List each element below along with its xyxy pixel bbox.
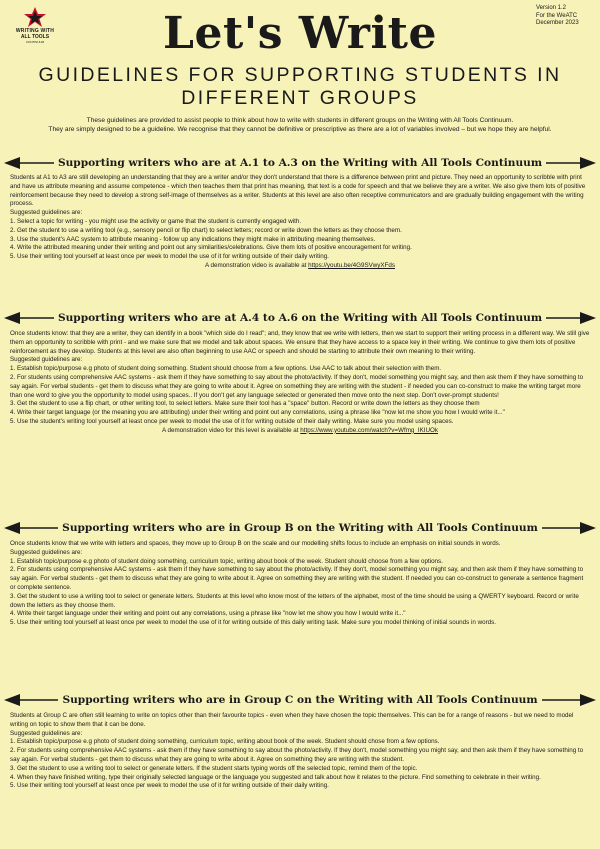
page-subtitle: GUIDELINES FOR SUPPORTING STUDENTS IN DIFFERENT GROUPS xyxy=(38,64,562,109)
list-item: 1. Establish topic/purpose e.g photo of student doing something. Student should choose from a few options. Use AAC to talk about their selection with them. xyxy=(10,365,442,373)
guidelines-list xyxy=(10,558,590,628)
demo-text: A demonstration video is available at xyxy=(204,261,309,269)
section-heading-3: Supporting writers who are in Group B on the Writing with All Tools Continuum xyxy=(0,521,600,535)
guidelines-label: Suggested guidelines are: xyxy=(10,729,83,737)
list-item: 5. Use their writing tool yourself at least once per week to model the use of it for writing outside of their daily writing. xyxy=(10,253,329,261)
section-heading-bar-3 xyxy=(0,518,600,538)
list-item: 3. Get the student to use a writing tool to select or generate letters. Students at this level who know most of the letters of the alphabet, most of the time should be using a QWERTY keyboard. Record or write down the letters as they choose them. xyxy=(10,592,579,609)
section-body-1 xyxy=(10,174,590,271)
section-paragraph: Once students know that we write with letters and spaces, they move up to Group B on the scale and our modelling shifts focus to include an emphasis on initial sounds in words. xyxy=(10,540,501,547)
page-title: Let's Write xyxy=(163,8,437,59)
section-paragraph: Once students know: that they are a writer, they can identify in a book "which side do I read"; and, they know that we write with letters, then we start to support their writing process in a different way. We still give them an opportunity to scribble with print - and we make sure that we model and talk about spaces. We ensure that they have access to a space key in their writing. We continue to give them lots of positive reinforcement as they develop. Students at this level are also often beginning to use AAC or speech and should be starting to attribute their own meaning to their writing. xyxy=(10,330,590,355)
section-body-2 xyxy=(10,330,590,436)
section-paragraph: Students at Group C are often still learning to write on topics other than their favourite topics - even when they have chosen the topic themselves. This can be for a range of reasons - but we need to model writing on topic to show them that it can be done. xyxy=(10,712,574,728)
list-item: 2. Get the student to use a writing tool (e.g., sensory pencil or flip chart) to select letters; record or write down the letters as they choose them. xyxy=(10,226,402,234)
list-item: 2. For students using comprehensive AAC systems - ask them if they have something to say about the photo/activity. If they don't, model something you might say, and then ask them if they have something to say again. For verbal students - get them to discuss what they are going to write about it. Agree on something they are writing with the student - if needed you can co-construct to make the writing target more than one word to give you the opportunity to model using spaces.. If you don't get any language selected or generated then move onto the next step. Don't over-prompt students! xyxy=(10,373,584,399)
list-item: 2. For students using comprehensive AAC systems - ask them if they have something to say about the photo/activity. If they don't, model something you might say, and then ask them if they have something to say again. For verbal students - get them to discuss what they are going to write about it. Agree on something they are writing with the student. If needed you can co-construct to generate a sentence fragment or complete sentence. xyxy=(10,566,584,591)
logo-text-line2: ALL TOOLS xyxy=(20,34,50,40)
list-item: 3. Get the student to use a flip chart, or other writing tool, to select letters. Make sure their tool has a "space" button. Record or write down the letters as they choose them xyxy=(10,400,480,408)
version-line2: For the WeATC xyxy=(536,12,578,19)
logo-text-line1: WRITING WITH xyxy=(15,28,55,34)
version-line1: Version 1.2 xyxy=(536,5,567,11)
section-heading-bar-1 xyxy=(0,153,600,173)
list-item: 4. When they have finished writing, type their originally selected language or the language you suggested and talk about how it relates to the picture. Find something to celebrate in their writing. xyxy=(10,773,541,781)
guidelines-list xyxy=(10,218,590,262)
section-heading-bar-4 xyxy=(0,690,600,710)
list-item: 1. Establish topic/purpose e.g photo of student doing something, curriculum topic, writing about book of the week. Student should chose from a few options. xyxy=(10,738,440,746)
list-item: 1. Establish topic/purpose e.g photo of student doing something, curriculum topic, writing about book of the week. Student should choose from a few options. xyxy=(10,557,443,565)
list-item: 4. Write their target language (or the meaning you are attributing) under their writing and point out any correlations, using a phrase like "now let me show you how I would write it..." xyxy=(10,409,505,417)
guidelines-list xyxy=(10,365,590,427)
list-item: 5. Use the student's writing tool yourself at least once per week to model the use of it for writing outside of their daily writing. Make sure you model using spaces. xyxy=(10,417,454,425)
demo-video-link[interactable]: https://www.youtube.com/watch?v=Wfmg_IKIUOk xyxy=(300,426,438,434)
intro-line2: They are simply designed to be a guideline. We recognise that they cannot be definitive or prescriptive as there are a lot of variables involved – but we hope they are helpful. xyxy=(48,126,552,133)
demo-video-link[interactable]: https://youtu.be/4G9SVwyXFds xyxy=(308,261,396,269)
guidelines-label: Suggested guidelines are: xyxy=(10,209,83,217)
demo-line xyxy=(10,427,590,436)
guidelines-list xyxy=(10,738,590,791)
demo-line xyxy=(10,262,590,271)
list-item: 4. Write their target language under their writing and point out any correlations, using a phrase like "now let me show you how I would write it..." xyxy=(10,610,406,618)
section-heading-4: Supporting writers who are in Group C on the Writing with All Tools Continuum xyxy=(0,693,600,707)
intro xyxy=(4,116,596,134)
section-body-4 xyxy=(10,712,590,791)
section-heading-2: Supporting writers who are at A.4 to A.6 on the Writing with All Tools Continuum xyxy=(0,311,600,325)
list-item: 2. For students using comprehensive AAC systems - ask them if they have something to say about the photo/activity. If they don't, model something you might say, and then ask them if they have something to say again. For verbal students - get them to discuss what they are going to write about it. Agree on something they are writing with the student. xyxy=(10,747,584,763)
section-paragraph: Students at A1 to A3 are still developing an understanding that they are a writer and/or they don't understand that there is a difference between print and picture. They need an opportunity to scribble with print and have us attribute meaning and assume competence - which then teaches them that print has meaning, that text is a code for speech and that we believe they are a writer. We also give them lots of positive reinforcement because they need to develop a strong self-image of themselves as a writer. Students at this level are also often receptive communicators and are gradually building engagement with the writing process. xyxy=(10,174,586,208)
list-item: 5. Use their writing tool yourself at least once per week to model the use of it for writing outside of this daily writing task. Make sure you model thinking of initial sounds in words. xyxy=(10,619,496,627)
intro-line1: These guidelines are provided to assist people to think about how to write with students in different groups on the Writing with All Tools Continuum. xyxy=(86,117,514,124)
list-item: 5. Use their writing tool yourself at least once per week to model the use of it for writing outside of their daily writing. xyxy=(10,782,329,790)
list-item: 1. Select a topic for writing - you might use the activity or game that the student is currently engaged with. xyxy=(10,217,302,225)
list-item: 4. Write the attributed meaning under their writing and point out any similarities/celebrations. Give them lots of positive encouragement for writing. xyxy=(10,244,412,252)
demo-text: A demonstration video for this level is available at xyxy=(161,426,301,434)
guidelines-label: Suggested guidelines are: xyxy=(10,356,83,364)
version-line3: December 2023 xyxy=(536,20,579,26)
list-item: 3. Use the student's AAC system to attribute meaning - follow up any indications they might make in attributing meaning themselves. xyxy=(10,235,376,243)
logo-text-line3: CONTINUUM xyxy=(25,40,45,44)
section-heading-bar-2 xyxy=(0,308,600,328)
section-body-3 xyxy=(10,540,590,628)
guidelines-label: Suggested guidelines are: xyxy=(10,548,83,556)
list-item: 3. Get the student to use a writing tool to select or generate letters. If the student starts typing words off the selected topic, remind them of the topic. xyxy=(10,764,418,772)
section-heading-1: Supporting writers who are at A.1 to A.3 on the Writing with All Tools Continuum xyxy=(0,156,600,170)
